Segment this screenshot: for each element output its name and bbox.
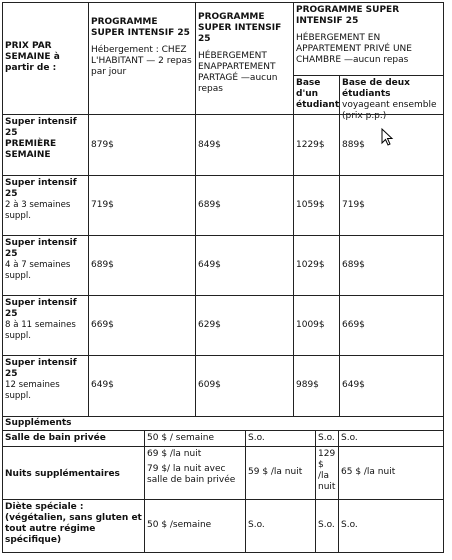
price-cell: 669$ [339,295,444,356]
nuits-label: Nuits supplémentaires [2,446,145,500]
col3-title: PROGRAMME SUPER INTENSIF 25 [296,5,400,26]
price-cell: 719$ [339,175,444,236]
price-cell: 719$ [88,175,196,236]
price-cell: 989$ [293,355,340,417]
diete-c3: S.o. [315,499,339,553]
price-cell: 849$ [195,114,294,176]
price-cell: 1009$ [293,295,340,356]
row-label: Super intensif 25 2 à 3 semaines suppl. [2,175,89,236]
nuits-c3: 129 $ /la nuit [315,446,339,500]
row-label: Super intensif 25 PREMIÈRE SEMAINE [2,114,89,176]
price-cell: 649$ [88,355,196,417]
supplements-heading: Suppléments [2,416,444,431]
price-cell: 649$ [339,355,444,417]
salle-label: Salle de bain privée [2,430,145,447]
salle-c2: S.o. [245,430,316,447]
row-label: Super intensif 25 12 semaines suppl. [2,355,89,417]
nuits-c2: 59 $ /la nuit [245,446,316,500]
col2-title: PROGRAMME SUPER INTENSIF 25 [198,12,282,44]
price-cell: 689$ [339,235,444,296]
diete-label: Diète spéciale : (végétalien, sans gluten et tout autre régime spécifique) [2,499,145,553]
header-col3 [293,2,444,76]
nuits-c1: 69 $ /la nuit 79 $/ la nuit avec salle de bain privée [144,446,246,500]
header-col2 [195,2,294,115]
row-label: Super intensif 25 4 à 7 semaines suppl. [2,235,89,296]
salle-c4: S.o. [338,430,444,447]
col1-hebergement: Hébergement : CHEZ L'HABITANT — 2 repas par jour [91,45,192,77]
price-cell: 609$ [195,355,294,417]
price-cell: 689$ [88,235,196,296]
price-cell: 1229$ [293,114,340,176]
price-cell: 1029$ [293,235,340,296]
header-col3a: Base d'un étudiant [293,75,340,115]
diete-c4: S.o. [338,499,444,553]
price-cell: 879$ [88,114,196,176]
header-prix-label: PRIX PAR SEMAINE à partir de : [2,2,89,115]
price-cell: 649$ [195,235,294,296]
diete-c1: 50 $ /semaine [144,499,246,553]
salle-c3: S.o. [315,430,339,447]
price-cell: 889$ [339,114,444,176]
col2-hebergement: HÉBERGEMENT ENAPPARTEMENT PARTAGÉ —aucun repas [198,51,278,94]
row-label: Super intensif 25 8 à 11 semaines suppl. [2,295,89,356]
price-cell: 629$ [195,295,294,356]
header-col3b: Base de deux étudiants voyageant ensemble (prix p.p.) [339,75,444,115]
price-cell: 1059$ [293,175,340,236]
diete-c2: S.o. [245,499,316,553]
price-cell: 689$ [195,175,294,236]
mouse-cursor-icon [381,128,395,146]
header-col1 [88,2,196,115]
col3-hebergement: HÉBERGEMENT EN APPARTEMENT PRIVÉ UNE CHAMBRE —aucun repas [296,33,412,65]
nuits-c4: 65 $ /la nuit [338,446,444,500]
salle-c1: 50 $ / semaine [144,430,246,447]
col1-title: PROGRAMME SUPER INTENSIF 25 [91,17,190,38]
price-cell: 669$ [88,295,196,356]
